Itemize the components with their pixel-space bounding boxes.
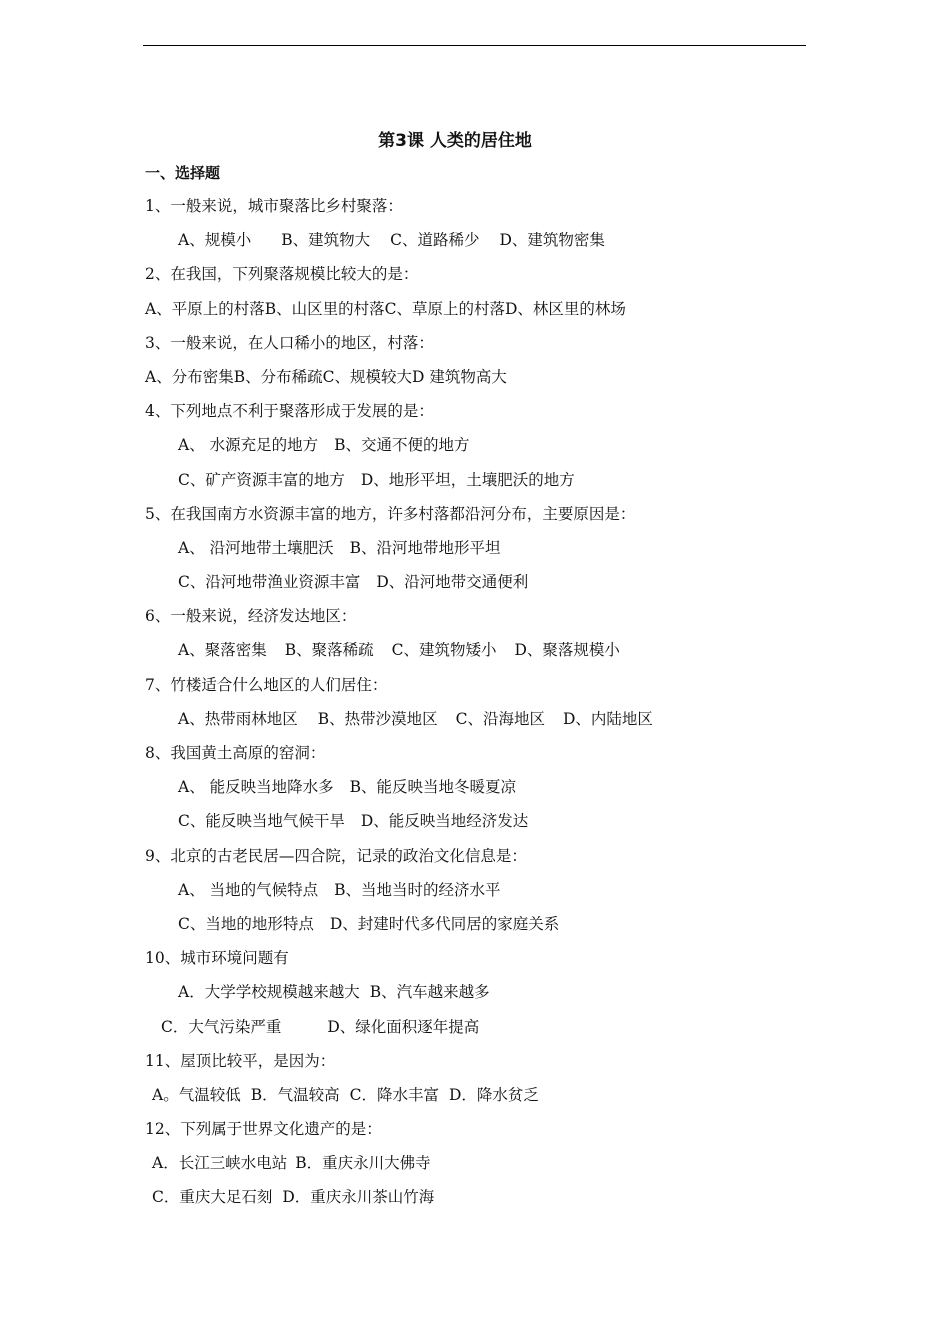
answer-option: B、汽车越来越多 (369, 983, 490, 1002)
answer-option: D、封建时代多代同居的家庭关系 (329, 914, 560, 933)
answer-option: D、林区里的林场 (504, 299, 626, 318)
answer-option: D、内陆地区 (562, 709, 653, 728)
option-line (0, 360, 950, 394)
question-stem: 10、城市环境问题有 (145, 949, 289, 968)
answer-option: B、山区里的村落 (264, 299, 385, 318)
answer-option: A、平原上的村落 (145, 299, 265, 318)
answer-option: D、能反映当地经济发达 (360, 812, 529, 831)
question-stem: 5、在我国南方水资源丰富的地方，许多村落都沿河分布，主要原因是： (145, 504, 636, 523)
answer-option: A、分布密集 (145, 367, 234, 386)
option-line (0, 1078, 950, 1112)
question-stem: 12、下列属于世界文化遗产的是： (145, 1120, 382, 1139)
answer-option: B．重庆永川大佛寺 (295, 1154, 431, 1173)
option-line (0, 873, 950, 907)
answer-option: A、 能反映当地降水多 (178, 778, 334, 797)
option-line (0, 1010, 950, 1044)
answer-option: D．降水贫乏 (448, 1085, 539, 1104)
answer-option: B、能反映当地冬暖夏凉 (349, 778, 517, 797)
option-line (0, 804, 950, 838)
answer-option: A、聚落密集 (178, 641, 267, 660)
option-line (0, 292, 950, 326)
answer-option: A．长江三峡水电站 (152, 1154, 288, 1173)
question-stem: 8、我国黄土高原的窑洞： (145, 744, 326, 762)
answer-option: C、当地的地形特点 (178, 914, 314, 933)
answer-option: A、热带雨林地区 (178, 709, 298, 728)
answer-option: B、当地当时的经济水平 (334, 880, 501, 899)
option-line (0, 428, 950, 462)
answer-option: B．气温较高 (250, 1085, 340, 1104)
answer-option: B、分布稀疏 (233, 367, 323, 386)
option-line (0, 702, 950, 736)
question-stem: 1、一般来说，城市聚落比乡村聚落： (145, 197, 403, 215)
answer-option: C．大气污染严重 (161, 1017, 282, 1036)
answer-option: D、地形平坦，土壤肥沃的地方 (360, 470, 575, 489)
question-stem: 9、北京的古老民居—四合院，记录的政治文化信息是： (145, 846, 527, 865)
answer-option: D 建筑物高大 (411, 367, 507, 386)
document-title: 第3课 人类的居住地 (378, 131, 532, 151)
question-stem: 7、竹楼适合什么地区的人们居住： (145, 675, 388, 694)
answer-option: C、沿河地带渔业资源丰富 (178, 573, 361, 592)
answer-option: C、建筑物矮小 (391, 641, 497, 660)
question-stem: 6、一般来说，经济发达地区： (145, 607, 357, 626)
section-title: 一、选择题 (145, 164, 221, 182)
answer-option: C、能反映当地气候干旱 (178, 812, 345, 831)
option-line (0, 1146, 950, 1180)
answer-option: C、沿海地区 (455, 709, 545, 728)
answer-option: A。气温较低 (152, 1085, 241, 1104)
option-line (0, 1180, 950, 1214)
answer-option: A、 沿河地带土壤肥沃 (178, 538, 334, 557)
answer-option: A、 当地的气候特点 (178, 880, 319, 899)
answer-option: A、规模小 (178, 231, 252, 250)
option-line (0, 975, 950, 1009)
option-line (0, 907, 950, 941)
answer-option: D、建筑物密集 (499, 231, 605, 250)
question-stem: 4、下列地点不利于聚落形成于发展的是： (145, 402, 434, 421)
answer-option: B、聚落稀疏 (284, 641, 374, 660)
question-stem: 3、一般来说，在人口稀小的地区，村落： (145, 333, 434, 352)
answer-option: C．重庆大足石刻 (152, 1188, 273, 1207)
question-list (0, 189, 950, 1215)
option-line (0, 463, 950, 497)
option-line (0, 565, 950, 599)
option-line (0, 223, 950, 257)
header-rule (143, 45, 806, 46)
option-line (0, 633, 950, 667)
answer-option: D、聚落规模小 (514, 641, 620, 660)
option-line (0, 531, 950, 565)
answer-option: C、矿产资源丰富的地方 (178, 470, 345, 489)
answer-option: C、规模较大 (322, 367, 412, 386)
answer-option: B、建筑物大 (281, 231, 371, 250)
answer-option: C、草原上的村落 (384, 299, 505, 318)
question-stem: 2、在我国，下列聚落规模比较大的是： (145, 265, 419, 284)
answer-option: C．降水丰富 (349, 1085, 439, 1104)
answer-option: D、沿河地带交通便利 (376, 573, 529, 592)
question-stem: 11、屋顶比较平，是因为： (145, 1051, 336, 1070)
answer-option: B、交通不便的地方 (334, 436, 470, 455)
option-line (0, 770, 950, 804)
answer-option: A．大学学校规模越来越大 (178, 983, 360, 1002)
answer-option: D．重庆永川茶山竹海 (282, 1188, 435, 1207)
answer-option: A、 水源充足的地方 (178, 436, 319, 455)
answer-option: D、绿化面积逐年提高 (327, 1017, 480, 1036)
answer-option: B、沿河地带地形平坦 (349, 538, 501, 557)
answer-option: B、热带沙漠地区 (317, 709, 438, 728)
answer-option: C、道路稀少 (390, 231, 480, 250)
